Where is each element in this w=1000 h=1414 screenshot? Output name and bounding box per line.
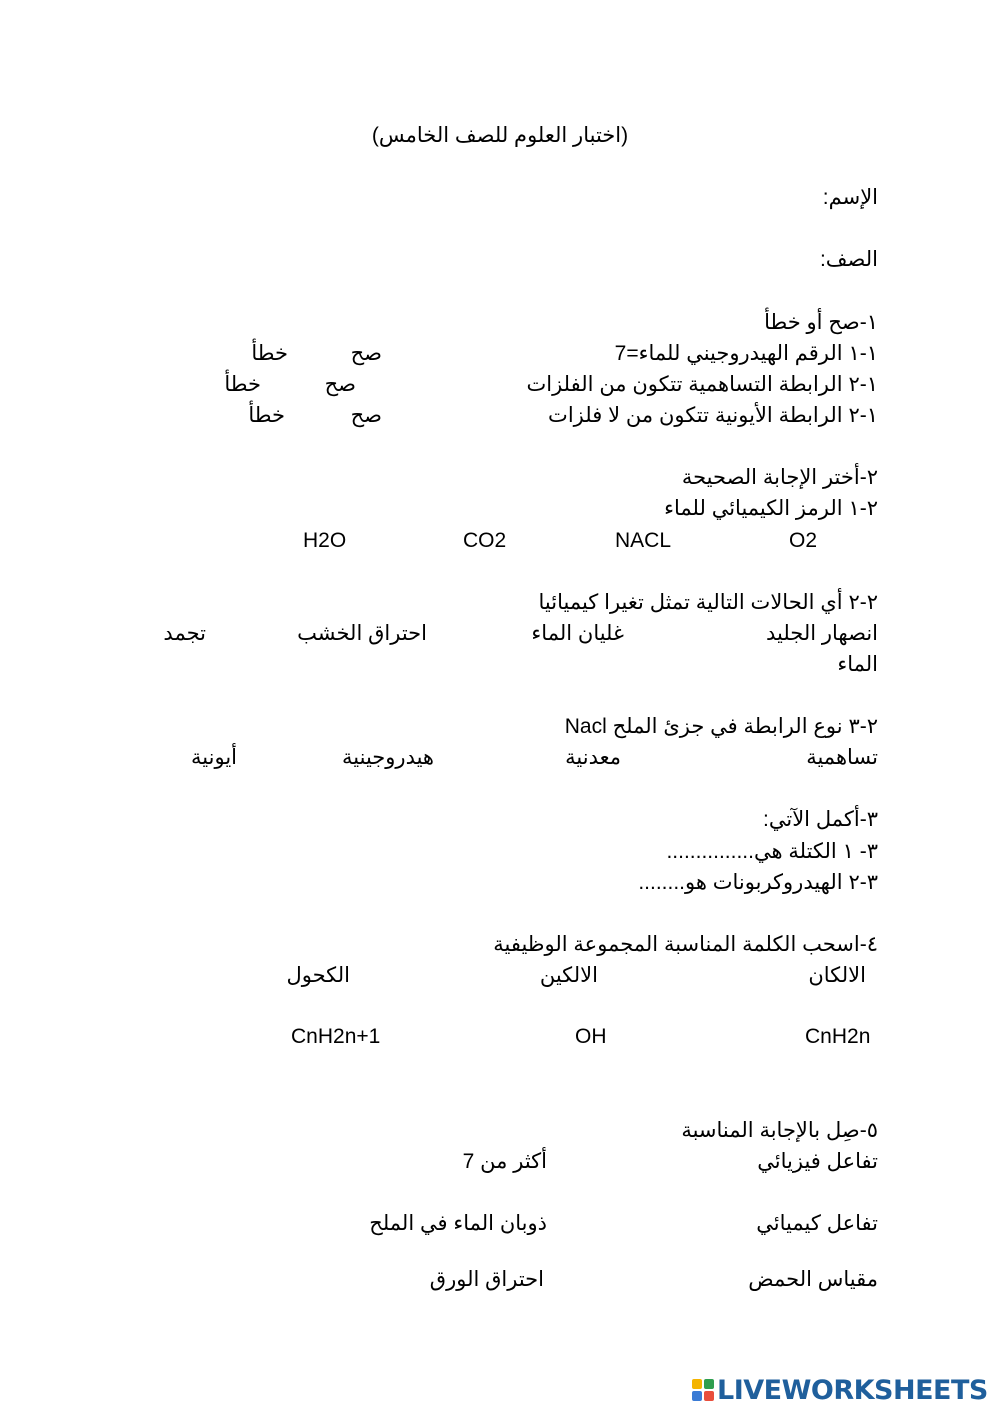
q4-formula-3: CnH2n+1 xyxy=(291,1025,381,1048)
q5-heading: ٥-صِل بالإجابة المناسبة xyxy=(681,1119,878,1142)
q1-item-3-true-option[interactable]: صح xyxy=(350,404,382,427)
q4-word-2[interactable]: الالكين xyxy=(539,964,598,987)
q1-item-2-false-option[interactable]: خطأ xyxy=(224,373,261,396)
class-label: الصف: xyxy=(819,248,878,271)
q2-3-option-1[interactable]: تساهمية xyxy=(806,746,878,769)
q2-2-option-4-wrap: الماء xyxy=(837,653,878,676)
q2-2-option-3[interactable]: احتراق الخشب xyxy=(297,622,427,645)
q2-3-option-4[interactable]: أيونية xyxy=(191,746,237,769)
q3-item-2[interactable]: ٣-٢ الهيدروكربونات هو........ xyxy=(638,871,878,894)
q2-3-question: ٢-٣ نوع الرابطة في جزئ الملح Nacl xyxy=(564,715,878,738)
q5-left-2[interactable]: تفاعل كيميائي xyxy=(756,1212,878,1235)
q1-item-1-true-option[interactable]: صح xyxy=(350,342,382,365)
q2-3-option-2[interactable]: معدنية xyxy=(565,746,621,769)
q2-2-option-2[interactable]: غليان الماء xyxy=(531,622,624,645)
q1-item-2-true-option[interactable]: صح xyxy=(324,373,356,396)
q1-item-3-false-option[interactable]: خطأ xyxy=(248,404,285,427)
q4-word-1[interactable]: الالكان xyxy=(808,964,866,987)
q4-word-3[interactable]: الكحول xyxy=(286,964,350,987)
q2-2-option-1[interactable]: انصهار الجليد xyxy=(765,622,878,645)
logo-text: LIVEWORKSHEETS xyxy=(717,1374,988,1406)
logo-squares-icon xyxy=(692,1379,714,1401)
q2-1-option-o2[interactable]: O2 xyxy=(789,529,818,552)
q2-1-option-co2[interactable]: CO2 xyxy=(463,529,507,552)
q5-right-2[interactable]: ذوبان الماء في الملح xyxy=(369,1212,547,1235)
q1-item-2: ١-٢ الرابطة التساهمية تتكون من الفلزات xyxy=(526,373,878,396)
q4-heading: ٤-اسحب الكلمة المناسبة المجموعة الوظيفية xyxy=(493,933,878,956)
q2-2-question: ٢-٢ أي الحالات التالية تمثل تغيرا كيميائيا xyxy=(538,591,878,614)
q1-item-1: ١-١ الرقم الهيدروجيني للماء=7 xyxy=(614,342,878,365)
q2-1-question: ٢-١ الرمز الكيميائي للماء xyxy=(664,497,878,520)
page-title: (اختبار العلوم للصف الخامس) xyxy=(371,124,629,147)
q2-1-option-h2o[interactable]: H2O xyxy=(303,529,347,552)
q5-right-3[interactable]: احتراق الورق xyxy=(429,1268,544,1291)
q3-item-1[interactable]: ٣- ١ الكتلة هي............... xyxy=(666,840,878,863)
q2-1-option-nacl[interactable]: NACL xyxy=(615,529,672,552)
q3-heading: ٣-أكمل الآتي: xyxy=(763,808,878,831)
q5-left-1[interactable]: تفاعل فيزيائي xyxy=(757,1150,878,1173)
q2-2-option-4[interactable]: تجمد xyxy=(163,622,206,645)
q1-item-3: ١-٢ الرابطة الأيونية تتكون من لا فلزات xyxy=(548,404,878,427)
q1-item-1-false-option[interactable]: خطأ xyxy=(251,342,288,365)
q2-3-option-3[interactable]: هيدروجينية xyxy=(342,746,434,769)
q4-formula-1: CnH2n xyxy=(805,1025,871,1048)
q4-formula-2: OH xyxy=(575,1025,607,1048)
q1-heading: ١-صح أو خطأ xyxy=(764,311,878,334)
q5-left-3[interactable]: مقياس الحمض xyxy=(748,1268,878,1291)
q5-right-1[interactable]: أكثر من 7 xyxy=(462,1150,547,1173)
q2-heading: ٢-أختر الإجابة الصحيحة xyxy=(681,466,878,489)
liveworksheets-logo xyxy=(692,1375,988,1405)
name-label: الإسم: xyxy=(822,186,878,209)
